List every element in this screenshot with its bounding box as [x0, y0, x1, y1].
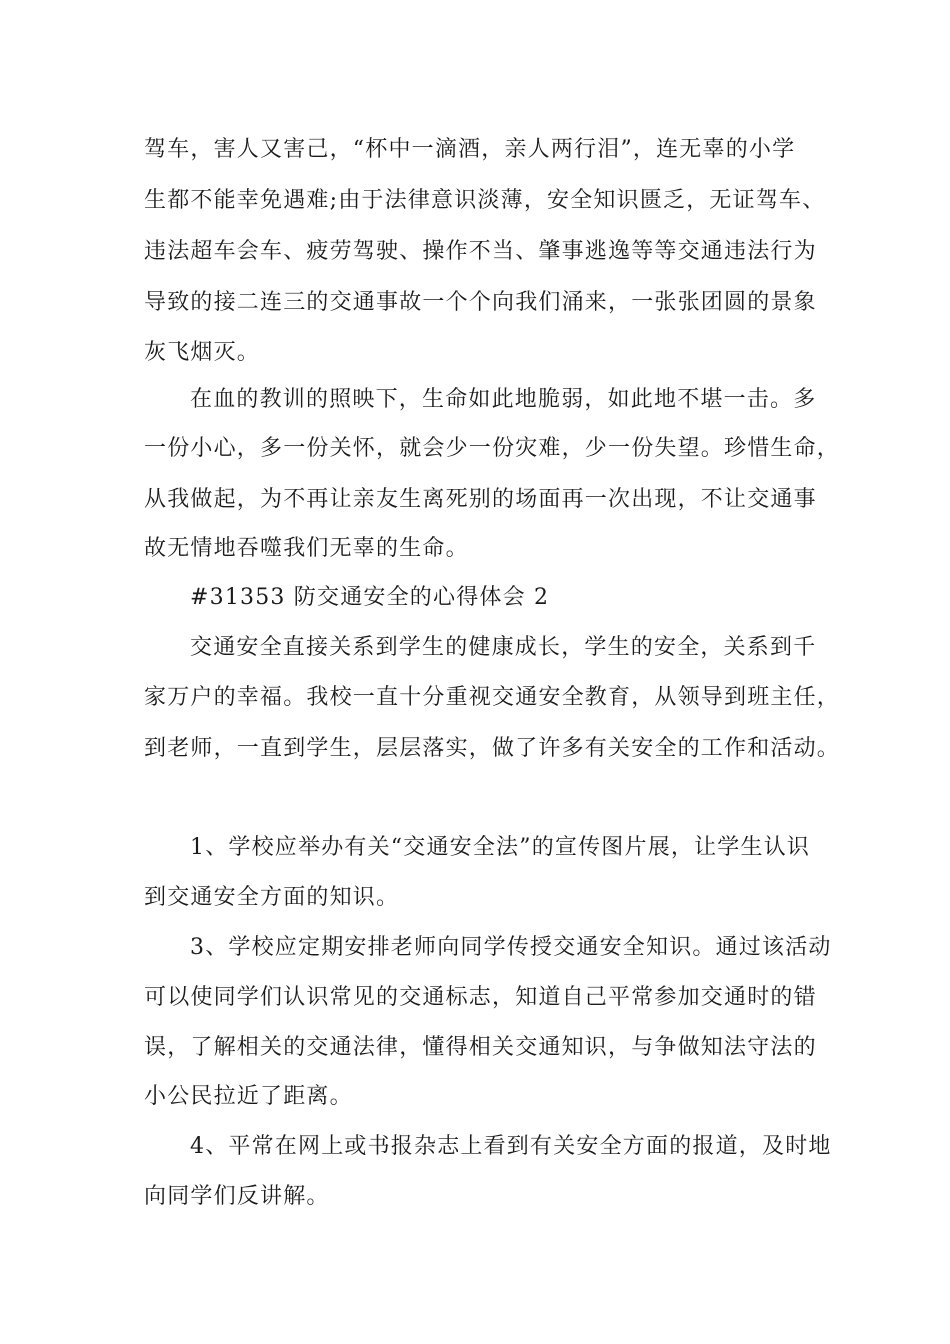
paragraph-first-line: 在血的教训的照映下，生命如此地脆弱，如此地不堪一击。多	[190, 387, 817, 412]
body-text-line: 一份小心，多一份关怀，就会少一份灾难，少一份失望。珍惜生命，	[144, 436, 841, 461]
paragraph-first-line: 交通安全直接关系到学生的健康成长，学生的安全，关系到千	[190, 635, 817, 660]
list-item-line: 可以使同学们认识常见的交通标志，知道自己平常参加交通时的错	[144, 985, 817, 1010]
list-item-first-line: 4、平常在网上或书报杂志上看到有关安全方面的报道，及时地	[190, 1134, 832, 1159]
list-item-line: 小公民拉近了距离。	[144, 1084, 353, 1109]
body-text-line: 故无情地吞噬我们无辜的生命。	[144, 536, 469, 561]
body-text-line: 灰飞烟灭。	[144, 340, 261, 365]
list-item-first-line: 3、学校应定期安排老师向同学传授交通安全知识。通过该活动	[190, 935, 832, 960]
list-item-line: 向同学们反讲解。	[144, 1184, 330, 1209]
body-text-line: 生都不能幸免遇难;由于法律意识淡薄，安全知识匮乏，无证驾车、	[144, 188, 826, 213]
body-text-line: 从我做起，为不再让亲友生离死别的场面再一次出现，不让交通事	[144, 487, 817, 512]
body-text-line: 驾车，害人又害己，“杯中一滴酒，亲人两行泪”，连无辜的小学	[144, 137, 796, 162]
body-text-line: 家万户的幸福。我校一直十分重视交通安全教育，从领导到班主任，	[144, 685, 841, 710]
body-text-line: 导致的接二连三的交通事故一个个向我们涌来，一张张团圆的景象	[144, 290, 817, 315]
list-item-line: 到交通安全方面的知识。	[144, 885, 400, 910]
list-item-first-line: 1、学校应举办有关“交通安全法”的宣传图片展，让学生认识	[190, 835, 811, 860]
section-heading: #31353 防交通安全的心得体会 2	[190, 585, 550, 610]
body-text-line: 违法超车会车、疲劳驾驶、操作不当、肇事逃逸等等交通违法行为	[144, 239, 817, 264]
list-item-line: 误，了解相关的交通法律，懂得相关交通知识，与争做知法守法的	[144, 1035, 817, 1060]
body-text-line: 到老师，一直到学生，层层落实，做了许多有关安全的工作和活动。	[144, 736, 841, 761]
